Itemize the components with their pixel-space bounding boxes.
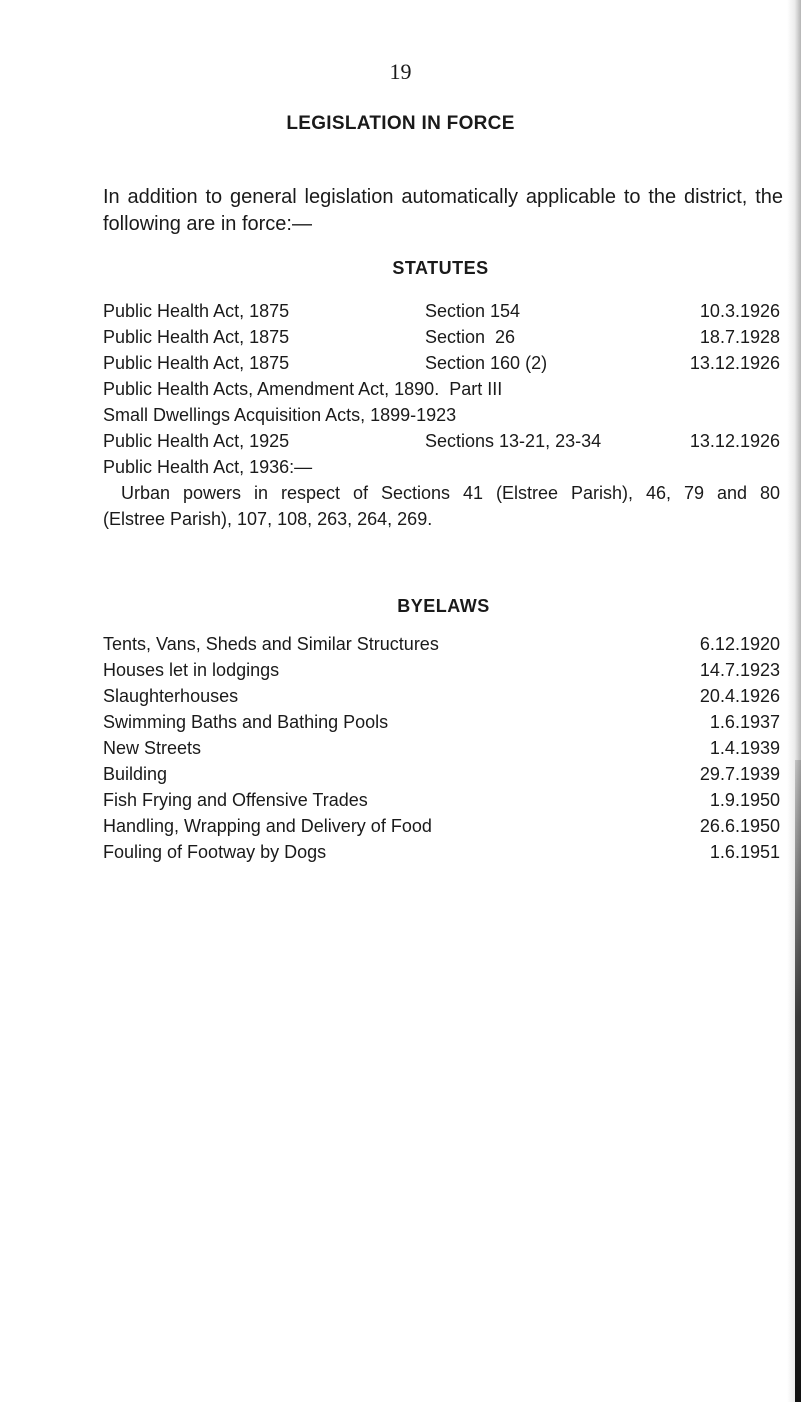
byelaw-row [103, 738, 780, 764]
byelaw-date: 6.12.1920 [699, 634, 780, 654]
statute-section: Sections 13-21, 23-34 [425, 431, 602, 451]
statute-act: Public Health Act, 1925 [103, 431, 290, 451]
byelaw-row [103, 842, 780, 868]
byelaw-name: Houses let in lodgings [103, 660, 280, 680]
intro-paragraph: In addition to general legislation automatically applicable to the district, the following are in force:— [103, 186, 783, 235]
byelaw-row [103, 634, 780, 660]
urban-powers-line-1: Urban powers in respect of Sections 41 (Elstree Parish), 46, 79 and 80 [121, 483, 780, 503]
byelaw-name: Slaughterhouses [103, 686, 239, 706]
byelaw-row [103, 816, 780, 842]
statute-row [103, 353, 780, 379]
byelaw-date: 1.6.1937 [709, 712, 780, 732]
page-title: LEGISLATION IN FORCE [286, 113, 515, 134]
statute-row [103, 301, 780, 327]
byelaw-row [103, 790, 780, 816]
statute-act: Public Health Act, 1875 [103, 353, 290, 373]
statute-row [103, 327, 780, 353]
statutes-heading: STATUTES [392, 258, 489, 278]
byelaw-row [103, 686, 780, 712]
statute-date: 10.3.1926 [699, 301, 780, 321]
byelaw-name: Tents, Vans, Sheds and Similar Structures [103, 634, 439, 654]
byelaw-date: 1.6.1951 [709, 842, 780, 862]
statute-date: 13.12.1926 [689, 431, 780, 451]
byelaw-date: 14.7.1923 [699, 660, 780, 680]
statute-amendment-line: Public Health Acts, Amendment Act, 1890. Part III [103, 379, 503, 399]
statute-small-dwellings-line: Small Dwellings Acquisition Acts, 1899-1923 [103, 405, 457, 425]
statute-row [103, 431, 780, 457]
byelaw-name: Building [103, 764, 168, 784]
byelaw-name: Fouling of Footway by Dogs [103, 842, 327, 862]
byelaw-name: Handling, Wrapping and Delivery of Food [103, 816, 432, 836]
statute-date: 18.7.1928 [699, 327, 780, 347]
statute-act: Public Health Act, 1875 [103, 301, 290, 321]
byelaw-date: 1.4.1939 [709, 738, 780, 758]
byelaw-date: 29.7.1939 [699, 764, 780, 784]
statute-section: Section 154 [425, 301, 521, 321]
byelaw-date: 1.9.1950 [709, 790, 780, 810]
statute-act: Public Health Act, 1875 [103, 327, 290, 347]
page-number: 19 [389, 59, 412, 84]
page-edge-binding [795, 760, 801, 1402]
byelaw-row [103, 712, 780, 738]
byelaw-row [103, 660, 780, 686]
statute-section: Section 160 (2) [425, 353, 548, 373]
statute-date: 13.12.1926 [689, 353, 780, 373]
urban-powers-line-2: (Elstree Parish), 107, 108, 263, 264, 269. [103, 509, 433, 529]
byelaw-name: Fish Frying and Offensive Trades [103, 790, 368, 810]
statute-1936-line: Public Health Act, 1936:— [103, 457, 313, 477]
statute-section: Section 26 [425, 327, 516, 347]
byelaw-date: 20.4.1926 [699, 686, 780, 706]
byelaw-name: New Streets [103, 738, 202, 758]
byelaw-name: Swimming Baths and Bathing Pools [103, 712, 389, 732]
byelaw-date: 26.6.1950 [699, 816, 780, 836]
byelaw-row [103, 764, 780, 790]
byelaws-heading: BYELAWS [397, 596, 490, 616]
